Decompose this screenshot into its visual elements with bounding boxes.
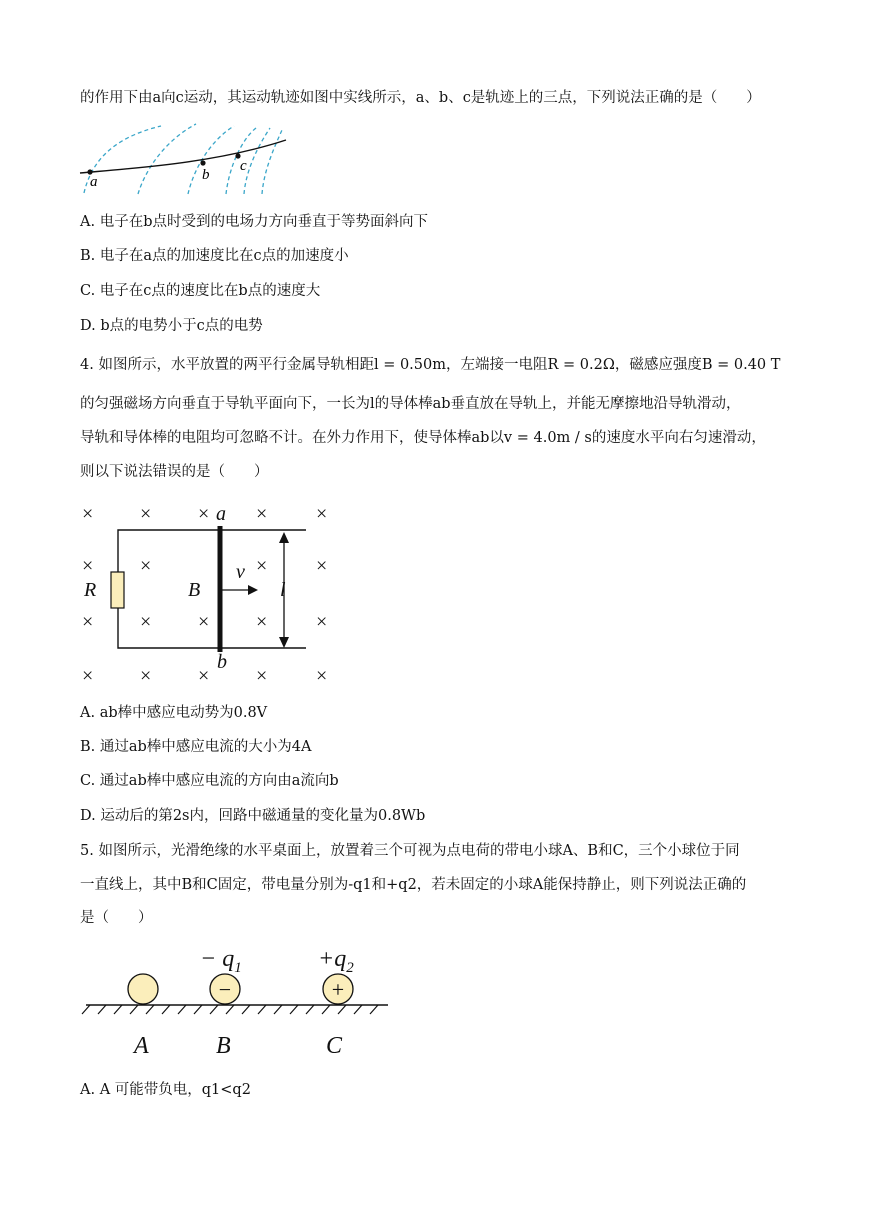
- q5-charges-figure: [80, 944, 400, 1064]
- q4-rail-figure: [76, 496, 346, 686]
- ball-c-sign: +: [331, 977, 345, 1002]
- label-B: B: [216, 1033, 231, 1059]
- label-a: a: [216, 503, 226, 525]
- velocity-arrowhead: [248, 585, 258, 595]
- q5-stem-line-1: 5. 如图所示，光滑绝缘的水平桌面上，放置着三个可视为点电荷的带电小球A、B和C，三个小球位于同: [80, 843, 740, 859]
- field-cross: ×: [256, 555, 268, 577]
- field-cross: ×: [82, 665, 94, 686]
- label-A: A: [134, 1033, 149, 1059]
- q4-stem-line-2: 的匀强磁场方向垂直于导轨平面向下，一长为l的导体棒ab垂直放在导轨上，并能无摩擦地沿导轨滑动，: [80, 396, 741, 412]
- equipotential-line-2: [138, 124, 196, 194]
- ball-a: [128, 974, 158, 1004]
- label-R: R: [84, 579, 97, 601]
- q5-stem-line-3: 是（ ）: [80, 910, 153, 926]
- label-l: l: [280, 579, 286, 601]
- q4-option-d: D. 运动后的第2s内，回路中磁通量的变化量为0.8Wb: [80, 808, 426, 824]
- label-v: v: [236, 561, 245, 583]
- field-cross: ×: [256, 665, 268, 686]
- field-cross: ×: [140, 665, 152, 686]
- q5-option-a: A. A 可能带负电，q1<q2: [80, 1082, 251, 1098]
- q3-option-c: C. 电子在c点的速度比在b点的速度大: [80, 283, 321, 299]
- field-cross: ×: [316, 555, 328, 577]
- field-cross: ×: [82, 611, 94, 633]
- point-a-label: a: [90, 174, 98, 190]
- q5-stem-line-2: 一直线上，其中B和C固定，带电量分别为-q1和+q2，若未固定的小球A能保持静止，则下列说法正确的: [80, 877, 747, 893]
- field-cross: ×: [198, 665, 210, 686]
- field-cross: ×: [82, 503, 94, 525]
- field-cross: ×: [256, 611, 268, 633]
- point-b-label: b: [202, 167, 210, 183]
- field-cross: ×: [316, 503, 328, 525]
- q4-stem-line-4: 则以下说法错误的是（ ）: [80, 464, 269, 480]
- q4-option-a: A. ab棒中感应电动势为0.8V: [80, 705, 268, 721]
- length-arrowhead-top: [279, 532, 289, 543]
- label-b: b: [217, 651, 227, 673]
- ball-b-sign: −: [218, 977, 232, 1002]
- q4-stem-line-3: 导轨和导体棒的电阻均可忽略不计。在外力作用下，使导体棒ab以v = 4.0m / s的速度水平向右匀速滑动，: [80, 430, 766, 446]
- q3-option-a: A. 电子在b点时受到的电场力方向垂直于等势面斜向下: [80, 214, 428, 230]
- q3-option-d: D. b点的电势小于c点的电势: [80, 318, 263, 334]
- label-C: C: [326, 1033, 343, 1059]
- field-cross: ×: [140, 611, 152, 633]
- field-cross: ×: [198, 503, 210, 525]
- label-B: B: [188, 579, 201, 601]
- q4-stem-line-1: 4. 如图所示，水平放置的两平行金属导轨相距l = 0.50m，左端接一电阻R = 0.2Ω，磁感应强度B = 0.40 T: [80, 357, 781, 373]
- equipotential-line-6: [262, 130, 282, 194]
- resistor: [111, 572, 124, 608]
- length-arrowhead-bottom: [279, 637, 289, 648]
- q3-stem: 的作用下由a向c运动，其运动轨迹如图中实线所示，a、b、c是轨迹上的三点，下列说法正确的是（ ）: [80, 90, 761, 106]
- q3-trajectory-figure: [76, 118, 296, 198]
- equipotential-line-5: [244, 128, 270, 194]
- field-cross: ×: [316, 665, 328, 686]
- q4-option-b: B. 通过ab棒中感应电流的大小为4A: [80, 739, 312, 755]
- field-cross: ×: [256, 503, 268, 525]
- q4-option-c: C. 通过ab棒中感应电流的方向由a流向b: [80, 773, 339, 789]
- trajectory-curve: [80, 140, 286, 173]
- field-cross: ×: [82, 555, 94, 577]
- charge-c-label: $+q_2$: [318, 946, 354, 976]
- point-c-label: c: [240, 158, 247, 174]
- surface-hatching: [82, 1005, 378, 1014]
- field-cross: ×: [140, 555, 152, 577]
- q3-option-b: B. 电子在a点的加速度比在c点的加速度小: [80, 248, 349, 264]
- charge-b-label: − $q_1$: [200, 946, 242, 976]
- field-cross: ×: [140, 503, 152, 525]
- point-b-dot: [200, 160, 205, 165]
- field-cross: ×: [198, 611, 210, 633]
- field-cross: ×: [316, 611, 328, 633]
